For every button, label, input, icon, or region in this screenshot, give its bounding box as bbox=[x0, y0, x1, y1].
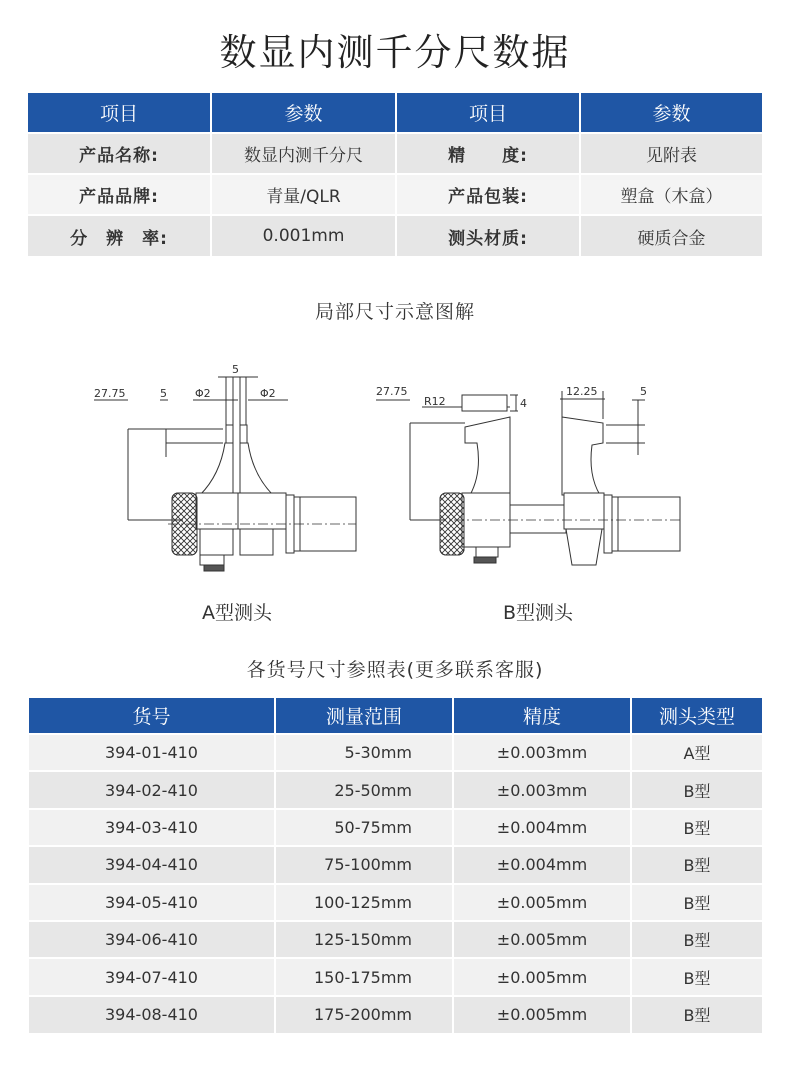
spec-value: 数显内测千分尺 bbox=[211, 133, 396, 174]
model-probe-type: B型 bbox=[631, 771, 762, 808]
type-b-probe-diagram bbox=[370, 355, 690, 580]
model-sku: 394-04-410 bbox=[29, 846, 275, 883]
spec-row bbox=[28, 133, 762, 174]
model-header-probe-type: 测头类型 bbox=[631, 698, 762, 734]
model-range: 50-75mm bbox=[275, 809, 453, 846]
model-header-range: 测量范围 bbox=[275, 698, 453, 734]
model-sku: 394-01-410 bbox=[29, 734, 275, 771]
type-b-caption: B型测头 bbox=[503, 602, 574, 624]
model-sku: 394-03-410 bbox=[29, 809, 275, 846]
table-row bbox=[29, 884, 762, 921]
spec-header-param-2: 参数 bbox=[580, 93, 762, 133]
spec-row bbox=[28, 174, 762, 215]
table-row bbox=[29, 996, 762, 1033]
model-table bbox=[29, 698, 762, 1033]
model-accuracy: ±0.004mm bbox=[453, 809, 631, 846]
type-b-dim-4: 12.25 bbox=[566, 385, 598, 398]
model-sku: 394-07-410 bbox=[29, 958, 275, 995]
type-b-dim-1: 27.75 bbox=[376, 385, 408, 398]
model-section-title: 各货号尺寸参照表(更多联系客服) bbox=[246, 659, 544, 681]
spec-value: 塑盒（木盒） bbox=[580, 174, 762, 215]
page-title: 数显内测千分尺数据 bbox=[219, 31, 571, 74]
spec-header-item-1: 项目 bbox=[28, 93, 211, 133]
model-table-header bbox=[29, 698, 762, 734]
type-a-probe-diagram bbox=[88, 355, 358, 580]
model-range: 100-125mm bbox=[275, 884, 453, 921]
model-probe-type: B型 bbox=[631, 921, 762, 958]
table-row bbox=[29, 846, 762, 883]
model-accuracy: ±0.004mm bbox=[453, 846, 631, 883]
type-b-dim-3: 4 bbox=[520, 397, 527, 410]
spec-table bbox=[28, 93, 762, 256]
table-row bbox=[29, 958, 762, 995]
model-probe-type: B型 bbox=[631, 884, 762, 921]
model-probe-type: B型 bbox=[631, 958, 762, 995]
spec-key: 精 度: bbox=[396, 133, 580, 174]
model-accuracy: ±0.003mm bbox=[453, 734, 631, 771]
model-probe-type: B型 bbox=[631, 996, 762, 1033]
type-a-dim-3: 5 bbox=[232, 363, 239, 376]
model-range: 125-150mm bbox=[275, 921, 453, 958]
model-accuracy: ±0.005mm bbox=[453, 884, 631, 921]
model-range: 5-30mm bbox=[275, 734, 453, 771]
type-b-dim-2: R12 bbox=[424, 395, 446, 408]
model-accuracy: ±0.003mm bbox=[453, 771, 631, 808]
model-header-accuracy: 精度 bbox=[453, 698, 631, 734]
spec-value: 硬质合金 bbox=[580, 215, 762, 256]
model-probe-type: B型 bbox=[631, 846, 762, 883]
diagram-section-title: 局部尺寸示意图解 bbox=[314, 301, 475, 323]
type-a-dim-5: Φ2 bbox=[260, 387, 276, 400]
spec-value: 见附表 bbox=[580, 133, 762, 174]
spec-key: 产品名称: bbox=[28, 133, 211, 174]
model-accuracy: ±0.005mm bbox=[453, 921, 631, 958]
model-sku: 394-06-410 bbox=[29, 921, 275, 958]
table-row bbox=[29, 809, 762, 846]
spec-table-header bbox=[28, 93, 762, 133]
model-probe-type: A型 bbox=[631, 734, 762, 771]
model-accuracy: ±0.005mm bbox=[453, 996, 631, 1033]
spec-header-param-1: 参数 bbox=[211, 93, 396, 133]
spec-value: 0.001mm bbox=[211, 215, 396, 256]
model-range: 75-100mm bbox=[275, 846, 453, 883]
type-a-dim-2: 5 bbox=[160, 387, 167, 400]
spec-key: 测头材质: bbox=[396, 215, 580, 256]
model-range: 150-175mm bbox=[275, 958, 453, 995]
spec-key: 产品包装: bbox=[396, 174, 580, 215]
spec-key: 分 辨 率: bbox=[28, 215, 211, 256]
table-row bbox=[29, 921, 762, 958]
type-a-dim-1: 27.75 bbox=[94, 387, 126, 400]
spec-row bbox=[28, 215, 762, 256]
spec-key: 产品品牌: bbox=[28, 174, 211, 215]
model-sku: 394-02-410 bbox=[29, 771, 275, 808]
model-header-sku: 货号 bbox=[29, 698, 275, 734]
model-range: 25-50mm bbox=[275, 771, 453, 808]
type-a-caption: A型测头 bbox=[202, 602, 272, 624]
type-b-dim-5: 5 bbox=[640, 385, 647, 398]
model-sku: 394-08-410 bbox=[29, 996, 275, 1033]
model-range: 175-200mm bbox=[275, 996, 453, 1033]
table-row bbox=[29, 771, 762, 808]
type-a-dim-4: Φ2 bbox=[195, 387, 211, 400]
spec-value: 青量/QLR bbox=[211, 174, 396, 215]
model-probe-type: B型 bbox=[631, 809, 762, 846]
model-sku: 394-05-410 bbox=[29, 884, 275, 921]
model-accuracy: ±0.005mm bbox=[453, 958, 631, 995]
spec-header-item-2: 项目 bbox=[396, 93, 580, 133]
table-row bbox=[29, 734, 762, 771]
